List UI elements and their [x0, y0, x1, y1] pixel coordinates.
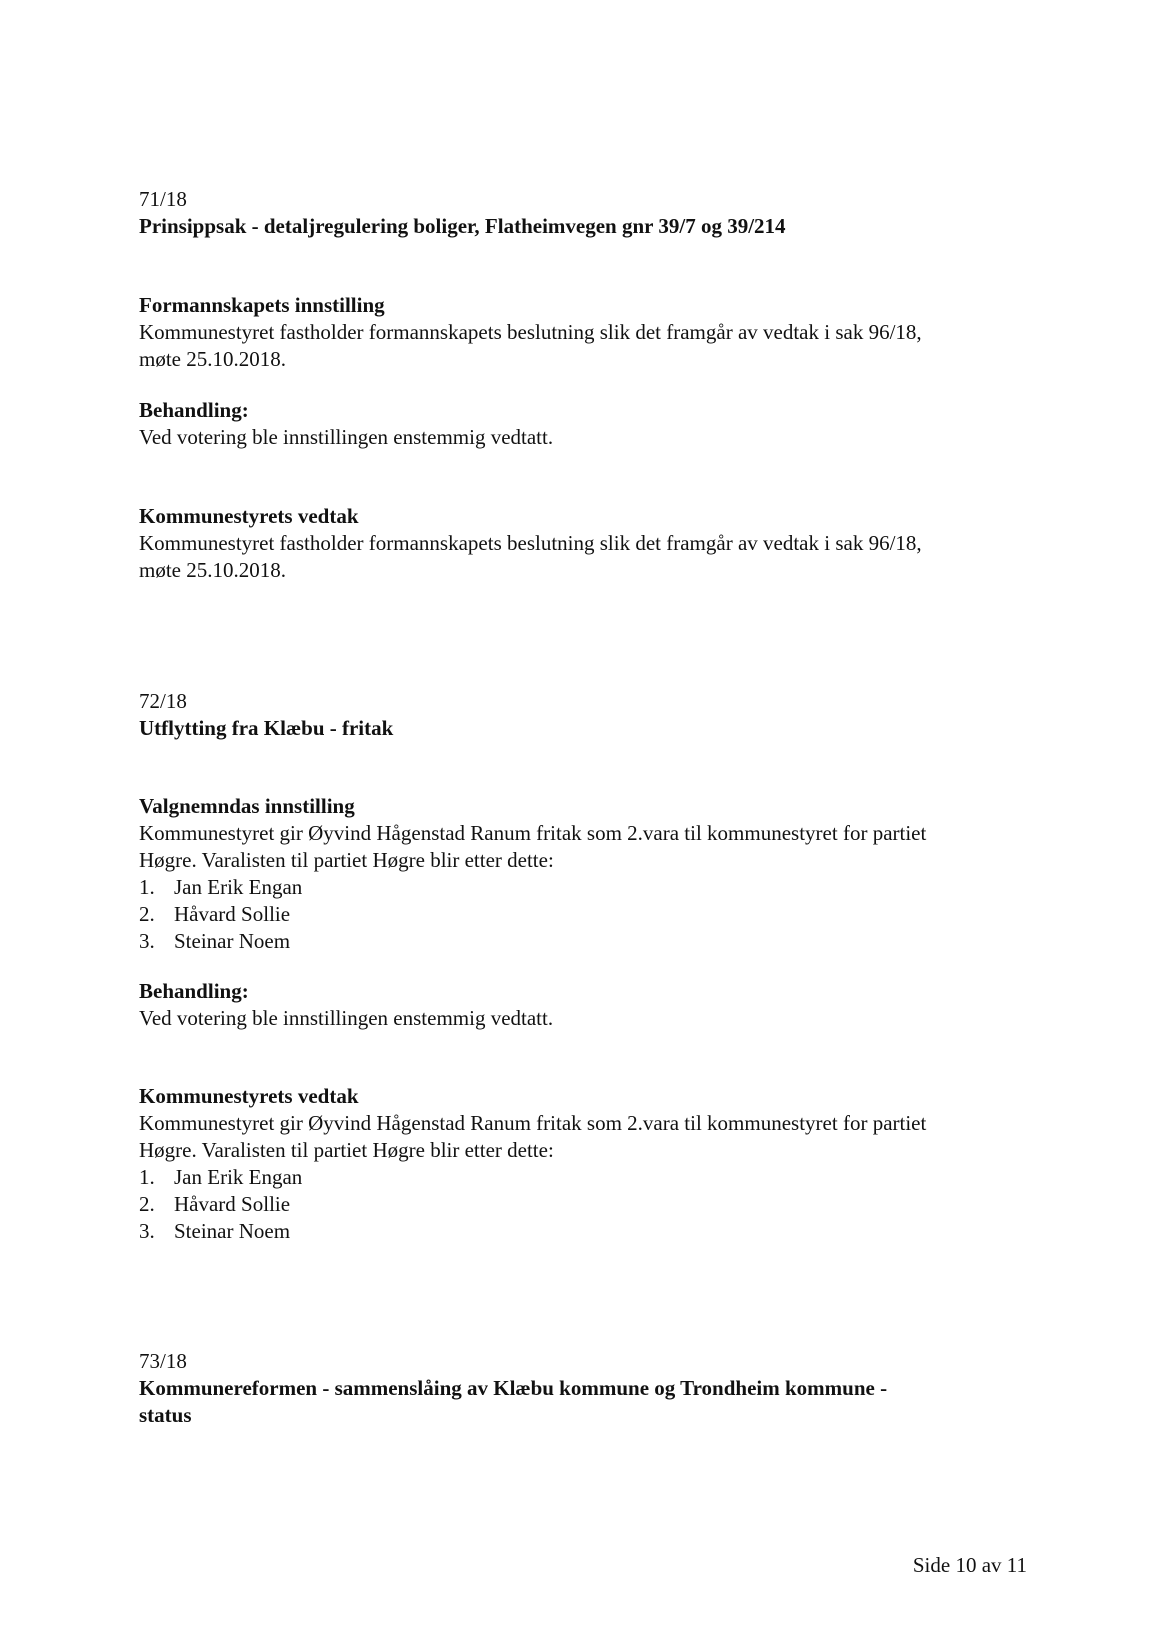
case-number: 73/18 — [139, 1349, 187, 1373]
case-title-line: Kommunereformen - sammenslåing av Klæbu kommune og Trondheim kommune - — [139, 1376, 888, 1400]
treatment-heading: Behandling: — [139, 398, 249, 422]
list-item — [139, 1164, 1039, 1191]
list-name: Håvard Sollie — [174, 902, 291, 926]
list-name: Jan Erik Engan — [174, 1165, 303, 1189]
substitute-list — [139, 874, 1039, 955]
case-71-treatment — [139, 397, 1039, 451]
list-item — [139, 928, 1039, 955]
list-name: Håvard Sollie — [174, 1192, 291, 1216]
recommendation-line: Kommunestyret fastholder formannskapets beslutning slik det framgår av vedtak i sak 96/18, — [139, 320, 922, 344]
list-item — [139, 1191, 1039, 1218]
treatment-text: Ved votering ble innstillingen enstemmig vedtatt. — [139, 425, 554, 449]
decision-heading: Kommunestyrets vedtak — [139, 504, 359, 528]
treatment-text: Ved votering ble innstillingen enstemmig vedtatt. — [139, 1006, 554, 1030]
substitute-list — [139, 1164, 1039, 1245]
list-index: 2. — [139, 902, 155, 926]
list-name: Jan Erik Engan — [174, 875, 303, 899]
list-index: 3. — [139, 929, 155, 953]
decision-line: Høgre. Varalisten til partiet Høgre blir etter dette: — [139, 1138, 554, 1162]
list-name: Steinar Noem — [174, 929, 291, 953]
list-index: 2. — [139, 1192, 155, 1216]
case-72-header — [139, 688, 1039, 742]
recommendation-line: møte 25.10.2018. — [139, 347, 286, 371]
case-71-decision — [139, 503, 1039, 584]
decision-heading: Kommunestyrets vedtak — [139, 1084, 359, 1108]
recommendation-line: Kommunestyret gir Øyvind Hågenstad Ranum fritak som 2.vara til kommunestyret for partiet — [139, 821, 927, 845]
case-71-recommendation — [139, 292, 1039, 373]
list-item — [139, 874, 1039, 901]
treatment-heading: Behandling: — [139, 979, 249, 1003]
page-number: Side 10 av 11 — [912, 1553, 1027, 1577]
decision-line: Kommunestyret gir Øyvind Hågenstad Ranum fritak som 2.vara til kommunestyret for partiet — [139, 1111, 927, 1135]
list-index: 1. — [139, 875, 155, 899]
case-73-header — [139, 1348, 1039, 1429]
list-index: 3. — [139, 1219, 155, 1243]
recommendation-heading: Formannskapets innstilling — [139, 293, 385, 317]
case-title-line: status — [139, 1403, 192, 1427]
case-title: Utflytting fra Klæbu - fritak — [139, 716, 394, 740]
recommendation-line: Høgre. Varalisten til partiet Høgre blir etter dette: — [139, 848, 554, 872]
case-title: Prinsippsak - detaljregulering boliger, Flatheimvegen gnr 39/7 og 39/214 — [139, 214, 786, 238]
decision-line: møte 25.10.2018. — [139, 558, 286, 582]
list-item — [139, 1218, 1039, 1245]
decision-line: Kommunestyret fastholder formannskapets beslutning slik det framgår av vedtak i sak 96/18, — [139, 531, 922, 555]
recommendation-heading: Valgnemndas innstilling — [139, 794, 355, 818]
list-index: 1. — [139, 1165, 155, 1189]
case-number: 72/18 — [139, 689, 187, 713]
case-number: 71/18 — [139, 187, 187, 211]
list-name: Steinar Noem — [174, 1219, 291, 1243]
case-71-header — [139, 186, 1039, 240]
case-72-recommendation — [139, 793, 1039, 955]
list-item — [139, 901, 1039, 928]
case-72-decision — [139, 1083, 1039, 1245]
case-72-treatment — [139, 978, 1039, 1032]
